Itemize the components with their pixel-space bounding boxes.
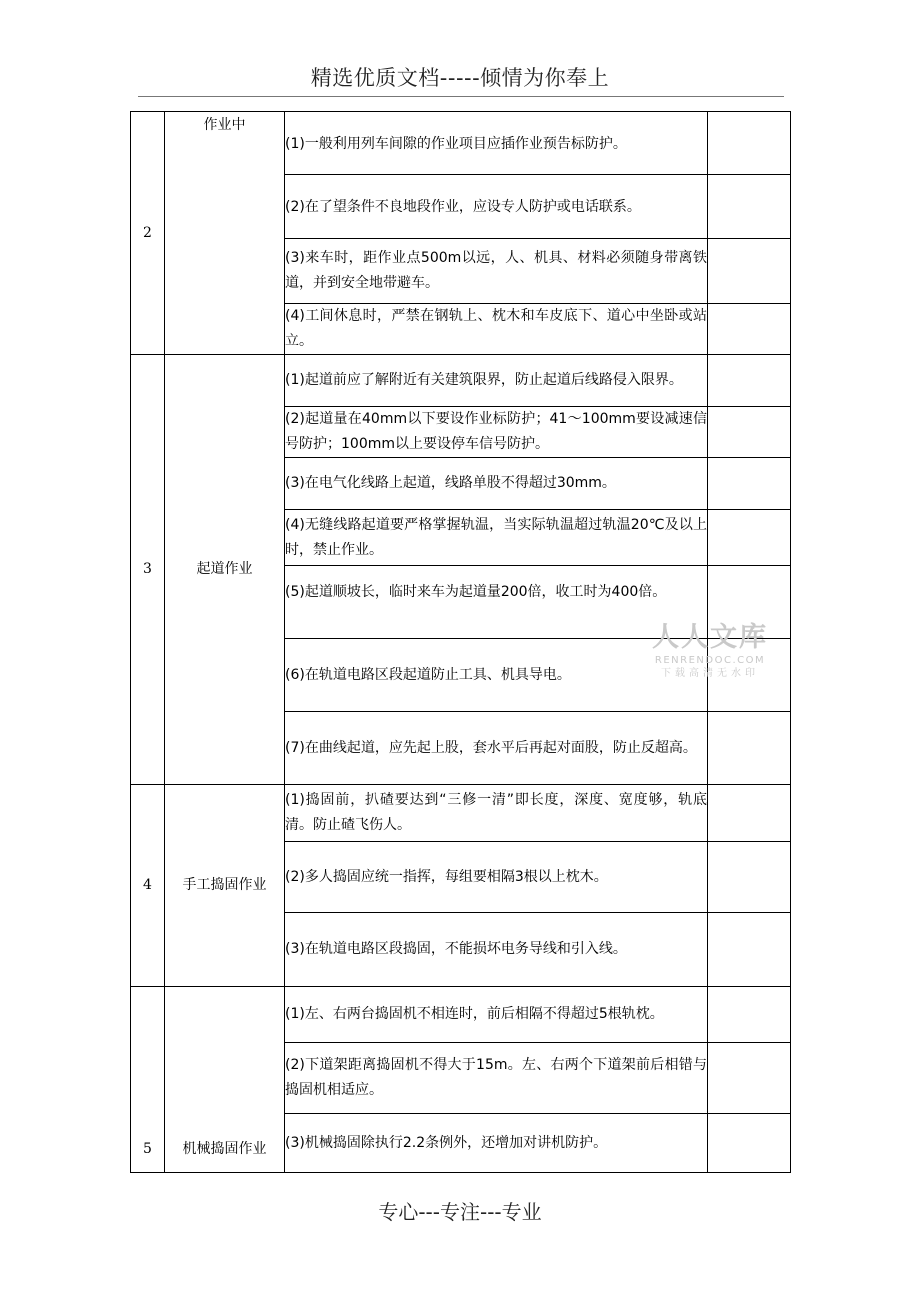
table-row — [131, 112, 791, 175]
rule-text: (3)机械捣固除执行2.2条例外，还增加对讲机防护。 — [285, 1134, 608, 1151]
page-footer: 专心---专注---专业 — [378, 1200, 542, 1224]
check-cell — [708, 304, 791, 355]
rule-text: (1)一般利用列车间隙的作业项目应插作业预告标防护。 — [285, 136, 627, 152]
check-cell — [708, 712, 791, 785]
header-divider — [138, 96, 784, 97]
rule-item — [285, 112, 708, 175]
section-category — [165, 112, 285, 355]
rule-text: (1)捣固前，扒碴要达到“三修一清”即长度，深度、宽度够，轨底清。防止碴飞伤人。 — [285, 792, 707, 833]
rule-text: (1)起道前应了解附近有关建筑限界，防止起道后线路侵入限界。 — [285, 372, 683, 388]
rule-text: (2)多人捣固应统一指挥，每组要相隔3根以上枕木。 — [285, 868, 608, 885]
rule-text: (1)左、右两台捣固机不相连时，前后相隔不得超过5根轨枕。 — [285, 1006, 664, 1022]
watermark — [640, 622, 780, 681]
rule-item — [285, 842, 708, 913]
check-cell — [708, 842, 791, 913]
check-cell — [708, 175, 791, 239]
rule-text: (6)在轨道电路区段起道防止工具、机具导电。 — [285, 666, 571, 683]
rule-item — [285, 913, 708, 987]
rule-item — [285, 510, 708, 566]
rule-item — [285, 458, 708, 510]
rule-text: (4)工间休息时，严禁在钢轨上、枕木和车皮底下、道心中坐卧或站立。 — [285, 308, 707, 349]
check-cell — [708, 1043, 791, 1114]
check-cell — [708, 987, 791, 1043]
check-cell — [708, 458, 791, 510]
check-cell — [708, 239, 791, 304]
check-cell — [708, 355, 791, 407]
rule-text: (5)起道顺坡长，临时来车为起道量200倍，收工时为400倍。 — [285, 584, 667, 600]
rule-text: (3)在轨道电路区段捣固，不能损坏电务导线和引入线。 — [285, 941, 627, 957]
section-number: 3 — [131, 355, 165, 785]
rule-text: (2)在了望条件不良地段作业，应设专人防护或电话联系。 — [285, 199, 641, 215]
page-header: 精选优质文档-----倾情为你奉上 — [310, 66, 610, 90]
section-number: 2 — [131, 112, 165, 355]
rule-text: (2)起道量在40mm以下要设作业标防护；41～100mm要设减速信号防护；100mm以上要设停车信号防护。 — [285, 411, 707, 452]
section-number: 4 — [131, 785, 165, 987]
check-cell — [708, 785, 791, 842]
category-label: 作业中 — [203, 117, 246, 133]
check-cell — [708, 913, 791, 987]
section-category — [165, 987, 285, 1173]
table-row — [131, 987, 791, 1043]
rule-item — [285, 712, 708, 785]
watermark-url: RENRENDOC.COM — [654, 655, 766, 666]
section-number-label: 5 — [143, 1141, 152, 1157]
rule-text: (4)无缝线路起道要严格掌握轨温，当实际轨温超过轨温20℃及以上时，禁止作业。 — [285, 516, 707, 558]
check-cell — [708, 407, 791, 458]
rule-item — [285, 1114, 708, 1173]
rule-text: (7)在曲线起道，应先起上股，套水平后再起对面股，防止反超高。 — [285, 739, 697, 756]
watermark-title: 人人文库 — [652, 622, 768, 653]
rule-text: (3)来车时，距作业点500m以远，人、机具、材料必须随身带离铁道，并到安全地带避车。 — [285, 250, 707, 291]
table-row — [131, 355, 791, 407]
section-number — [131, 987, 165, 1173]
check-cell — [708, 1114, 791, 1173]
section-category: 手工捣固作业 — [165, 785, 285, 987]
rule-item — [285, 304, 708, 355]
watermark-subtitle: 下载高清无水印 — [661, 668, 759, 679]
rule-item — [285, 175, 708, 239]
rule-item — [285, 407, 708, 458]
table-row — [131, 785, 791, 842]
rule-item — [285, 987, 708, 1043]
section-category: 起道作业 — [165, 355, 285, 785]
rule-text: (2)下道架距离捣固机不得大于15m。左、右两个下道架前后相错与捣固机相适应。 — [285, 1057, 707, 1098]
rule-item — [285, 355, 708, 407]
rule-item — [285, 239, 708, 304]
rule-text: (3)在电气化线路上起道，线路单股不得超过30mm。 — [285, 475, 616, 491]
check-cell — [708, 510, 791, 566]
rule-item — [285, 1043, 708, 1114]
rule-item — [285, 785, 708, 842]
check-cell — [708, 112, 791, 175]
category-label: 机械捣固作业 — [182, 1141, 267, 1157]
